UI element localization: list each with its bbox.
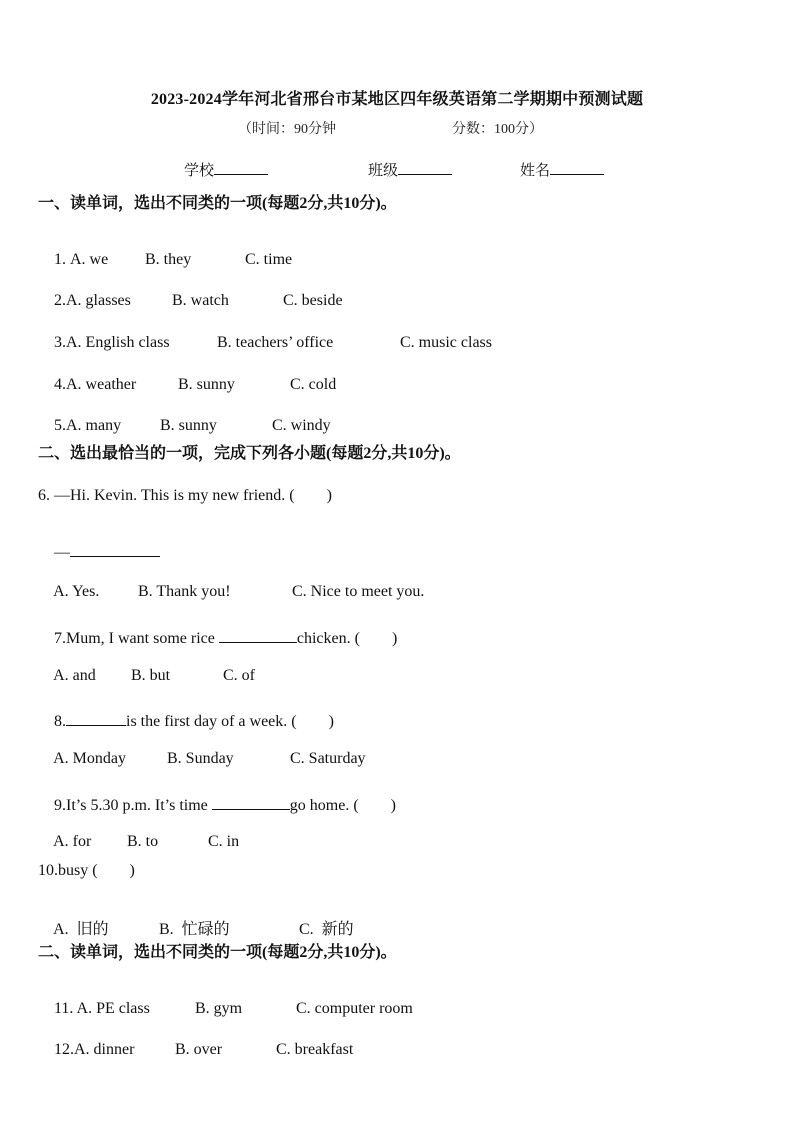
q1-option-a: A. we [70, 251, 109, 268]
q4-option-a: A. weather [66, 376, 137, 393]
q2-option-a: A. glasses [66, 292, 131, 309]
question-12 [38, 1023, 354, 1077]
q8-option-c: C. Saturday [290, 750, 366, 767]
exam-title: 2023-2024学年河北省邢台市某地区四年级英语第二学期期中预测试题 [150, 91, 644, 108]
q10-option-b: B. 忙碌的 [159, 921, 230, 938]
q6-blank [70, 542, 160, 557]
section-3-heading: 二、读单词，选出不同类的一项(每题2分,共10分)。 [38, 944, 397, 961]
q12-option-c: C. breakfast [276, 1041, 354, 1058]
q4-number: 4. [54, 376, 66, 393]
q5-option-a: A. many [66, 417, 122, 434]
q3-number: 3. [54, 334, 66, 351]
q11-option-b: B. gym [195, 1000, 243, 1017]
q6-dash: — [54, 544, 70, 561]
q5-option-c: C. windy [272, 417, 331, 434]
q12-option-b: B. over [175, 1041, 223, 1058]
section-1-heading: 一、读单词，选出不同类的一项(每题2分,共10分)。 [38, 195, 397, 212]
q9-stem-start: 9.It’s 5.30 p.m. It’s time [54, 797, 212, 814]
name-field [520, 159, 604, 180]
q2-option-c: C. beside [283, 292, 343, 309]
q1-option-c: C. time [245, 251, 293, 268]
class-label: 班级 [368, 163, 399, 179]
name-label: 姓名 [520, 163, 551, 179]
q7-option-c: C. of [223, 667, 255, 684]
question-10: 10.busy ( ) [38, 862, 135, 879]
q6-option-a: A. Yes. [53, 583, 100, 600]
section-2-heading: 二、选出最恰当的一项，完成下列各小题(每题2分,共10分)。 [38, 445, 461, 462]
q10-option-a: A. 旧的 [53, 921, 109, 938]
q11-option-c: C. computer room [296, 1000, 413, 1017]
q12-number: 12. [54, 1041, 74, 1058]
q8-option-a: A. Monday [53, 750, 127, 767]
q2-option-b: B. watch [172, 292, 229, 309]
class-field [368, 159, 452, 180]
school-field [184, 159, 268, 180]
q7-stem-end: chicken. ( ) [296, 630, 398, 647]
q9-option-c: C. in [208, 833, 240, 850]
q7-stem-start: 7.Mum, I want some rice [54, 630, 219, 647]
class-blank [398, 160, 452, 175]
q2-number: 2. [54, 292, 66, 309]
q9-stem-end: go home. ( ) [289, 797, 396, 814]
q10-option-c: C. 新的 [299, 921, 354, 938]
q11-option-a: A. PE class [76, 1000, 150, 1017]
q8-stem-end: is the first day of a week. ( ) [126, 713, 334, 730]
school-label: 学校 [184, 163, 215, 179]
q9-option-b: B. to [127, 833, 159, 850]
q12-option-a: A. dinner [74, 1041, 135, 1058]
exam-time: （时间：90分钟 [238, 122, 336, 137]
question-6: 6. —Hi. Kevin. This is my new friend. ( ) [38, 487, 332, 504]
q7-option-a: A. and [53, 667, 96, 684]
q8-number: 8. [54, 713, 66, 730]
q3-option-a: A. English class [66, 334, 170, 351]
q5-number: 5. [54, 417, 66, 434]
q1-number: 1. [54, 251, 70, 268]
q3-option-b: B. teachers’ office [217, 334, 334, 351]
q5-option-b: B. sunny [160, 417, 217, 434]
q8-blank [66, 711, 126, 726]
q7-blank [219, 628, 297, 643]
q9-option-a: A. for [53, 833, 92, 850]
q3-option-c: C. music class [400, 334, 492, 351]
name-blank [550, 160, 604, 175]
q8-option-b: B. Sunday [167, 750, 234, 767]
q9-blank [212, 795, 290, 810]
q4-option-b: B. sunny [178, 376, 235, 393]
exam-score: 分数：100分） [452, 122, 543, 137]
question-9 [38, 774, 396, 833]
q6-option-c: C. Nice to meet you. [292, 583, 425, 600]
school-blank [214, 160, 268, 175]
q7-option-b: B. but [131, 667, 171, 684]
q11-number: 11. [54, 1000, 77, 1017]
q1-option-b: B. they [145, 251, 192, 268]
q4-option-c: C. cold [290, 376, 337, 393]
q6-option-b: B. Thank you! [138, 583, 231, 600]
